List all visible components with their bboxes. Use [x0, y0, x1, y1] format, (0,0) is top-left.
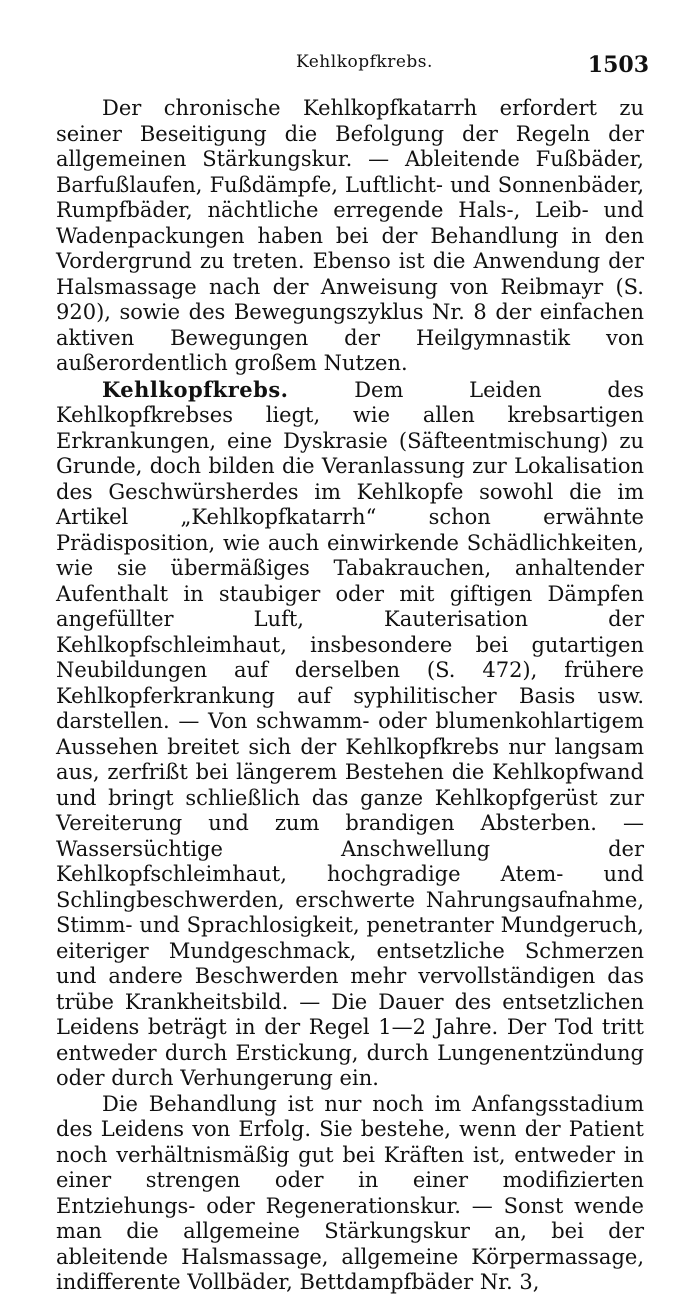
- running-head: Kehlkopfkrebs.: [296, 52, 433, 72]
- paragraph-chronic-laryngitis-treatment: Der chronische Kehlkopfkatarrh erfordert zu seiner Beseitigung die Befolgung der Regeln der allgemeinen Stärkungskur. — Ableitende Fußbäder, Barfußlaufen, Fußdämpfe, Luftlicht- und Sonnenbäder, Rumpfbäder, nächtliche erregende Hals-, Leib- und Wadenpackungen haben bei der Behandlung in den Vordergrund zu treten. Ebenso ist die Anwendung der Halsmassage nach der Anweisung von Reibmayr (S. 920), sowie des Bewegungszyklus Nr. 8 der einfachen aktiven Bewegungen der Heilgymnastik von außerordentlich großem Nutzen.: [56, 96, 644, 375]
- entry-laryngeal-cancer: [56, 377, 644, 1092]
- entry-text: Dem Leiden des Kehlkopfkrebses liegt, wie allen krebsartigen Erkrankungen, eine Dyskrasie (Säfteentmischung) zu Grunde, doch bilden die Veranlassung zur Lokalisation des Geschwürsherdes im Kehlkopfe sowohl die im Artikel „Kehlkopfkatarrh“ schon erwähnte Prädisposition, wie auch einwirkende Schädlichkeiten, wie sie übermäßiges Tabakrauchen, anhaltender Aufenthalt in staubiger oder mit giftigen Dämpfen angefüllter Luft, Kauterisation der Kehlkopfschleimhaut, insbesondere bei gutartigen Neubildungen auf derselben (S. 472), frühere Kehlkopferkrankung auf syphilitischer Basis usw. darstellen. — Von schwamm- oder blumenkohlartigem Aussehen breitet sich der Kehlkopfkrebs nur langsam aus, zerfrißt bei längerem Bestehen die Kehlkopfwand und bringt schließlich das ganze Kehlkopfgerüst zur Vereiterung und zum brandigen Absterben. — Wassersüchtige Anschwellung der Kehlkopfschleimhaut, hochgradige Atem- und Schlingbeschwerden, erschwerte Nahrungsaufnahme, Stimm- und Sprachlosigkeit, penetranter Mundgeruch, eiteriger Mundgeschmack, entsetzliche Schmerzen und andere Beschwerden mehr vervollständigen das trübe Krankheitsbild. — Die Dauer des entsetzlichen Leidens beträgt in der Regel 1—2 Jahre. Der Tod tritt entweder durch Erstickung, durch Lungenentzündung oder durch Verhungerung ein.: [56, 377, 644, 1090]
- headword-kehlkopfkrebs: Kehlkopfkrebs.: [102, 376, 289, 402]
- body-text: [56, 96, 644, 1296]
- page-number: 1503: [587, 52, 649, 78]
- paragraph-treatment: Die Behandlung ist nur noch im Anfangsstadium des Leidens von Erfolg. Sie bestehe, wenn der Patient noch verhältnismäßig gut bei Kräften ist, entweder in einer strengen oder in einer modifizierten Entziehungs- oder Regenerationskur. — Sonst wende man die allgemeine Stärkungskur an, bei der ableitende Halsmassage, allgemeine Körpermassage, indifferente Vollbäder, Bettdampfbäder Nr. 3,: [56, 1091, 644, 1294]
